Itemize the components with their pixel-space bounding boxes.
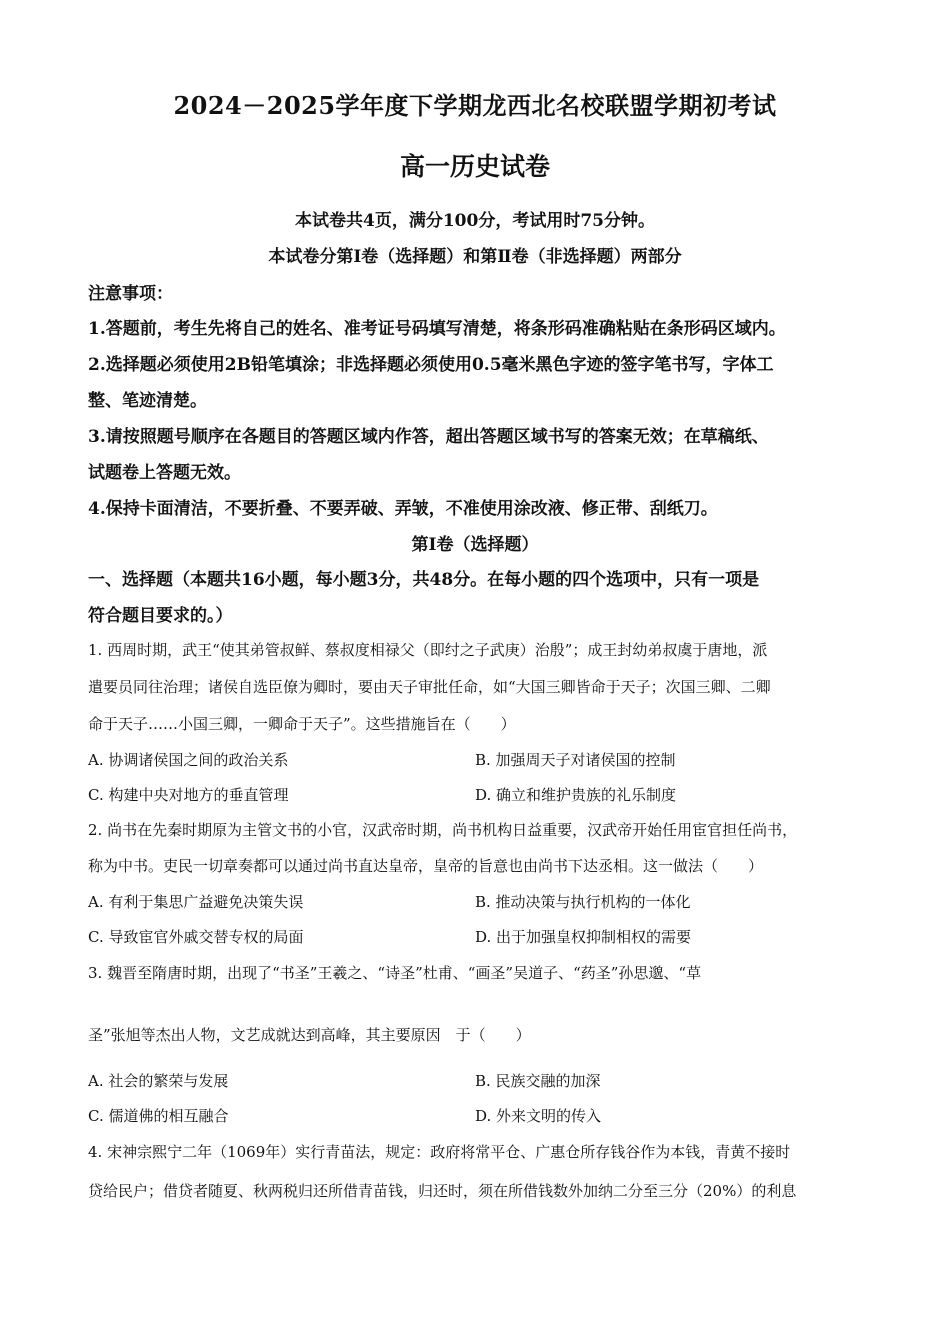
question-4-line: 贷给民户；借贷者随夏、秋两税归还所借青苗钱，归还时，须在所借钱数外加纳二分至三分（20%）的利息 xyxy=(88,1182,797,1200)
exam-info-line-1: 本试卷共4页，满分100分，考试用时75分钟。 xyxy=(295,211,655,231)
question-1-option-b: B. 加强周天子对诸侯国的控制 xyxy=(475,751,676,769)
question-2-line: 2. 尚书在先秦时期原为主管文书的小官，汉武帝时期，尚书机构日益重要，汉武帝开始任用宦官担任尚书， xyxy=(88,821,798,839)
question-1-line: 命于天子……小国三卿，一卿命于天子”。这些措施旨在（ ） xyxy=(88,715,516,733)
exam-title: 2024－2025学年度下学期龙西北名校联盟学期初考试 xyxy=(173,91,777,120)
notice-line: 试题卷上答题无效。 xyxy=(88,463,241,483)
question-1-line: 遣要员同往治理；诸侯自选臣僚为卿时，要由天子审批任命，如“大国三卿皆命于天子；次国三卿、二卿 xyxy=(88,678,771,696)
notice-line: 1.答题前，考生先将自己的姓名、准考证号码填写清楚，将条形码准确粘贴在条形码区域内。 xyxy=(88,319,786,339)
notice-line: 3.请按照题号顺序在各题目的答题区域内作答，超出答题区域书写的答案无效；在草稿纸、 xyxy=(88,427,769,447)
notice-line: 整、笔迹清楚。 xyxy=(88,391,207,411)
question-2-option-c: C. 导致宦官外戚交替专权的局面 xyxy=(88,928,304,946)
question-3-option-a: A. 社会的繁荣与发展 xyxy=(88,1072,229,1090)
question-2-option-d: D. 出于加强皇权抑制相权的需要 xyxy=(475,928,692,946)
question-2-option-b: B. 推动决策与执行机构的一体化 xyxy=(475,893,691,911)
notice-line: 4.保持卡面清洁，不要折叠、不要弄破、弄皱，不准使用涂改液、修正带、刮纸刀。 xyxy=(88,499,718,519)
exam-info-line-2: 本试卷分第Ⅰ卷（选择题）和第Ⅱ卷（非选择题）两部分 xyxy=(268,247,682,267)
question-1-option-c: C. 构建中央对地方的垂直管理 xyxy=(88,786,289,804)
part-1-title: 第Ⅰ卷（选择题） xyxy=(411,535,539,555)
question-3-line: 3. 魏晋至隋唐时期，出现了“书圣”王羲之、“诗圣”杜甫、“画圣”吴道子、“药圣”孙思邈、“草 xyxy=(88,964,702,982)
section-heading-line-2: 符合题目要求的。） xyxy=(88,606,233,626)
question-2-option-a: A. 有利于集思广益避免决策失误 xyxy=(88,893,304,911)
question-3-line: 圣”张旭等杰出人物，文艺成就达到高峰，其主要原因 于（ ） xyxy=(88,1026,531,1044)
question-3-option-d: D. 外来文明的传入 xyxy=(475,1107,602,1125)
question-1-option-a: A. 协调诸侯国之间的政治关系 xyxy=(88,751,289,769)
question-4-line: 4. 宋神宗熙宁二年（1069年）实行青苗法，规定：政府将常平仓、广惠仓所存钱谷作为本钱，青黄不接时 xyxy=(88,1143,791,1161)
section-heading-line-1: 一、选择题（本题共16小题，每小题3分，共48分。在每小题的四个选项中，只有一项是 xyxy=(88,570,760,590)
notice-heading: 注意事项： xyxy=(88,284,173,304)
question-1-line: 1. 西周时期，武王“使其弟管叔鲜、蔡叔度相禄父（即纣之子武庚）治殷”；成王封幼弟叔虞于唐地，派 xyxy=(88,641,768,659)
question-2-line: 称为中书。吏民一切章奏都可以通过尚书直达皇帝，皇帝的旨意也由尚书下达丞相。这一做法（ ） xyxy=(88,857,764,875)
notice-line: 2.选择题必须使用2B铅笔填涂；非选择题必须使用0.5毫米黑色字迹的签字笔书写，字体工 xyxy=(88,355,774,375)
exam-subtitle: 高一历史试卷 xyxy=(399,152,550,181)
question-3-option-c: C. 儒道佛的相互融合 xyxy=(88,1107,229,1125)
question-3-option-b: B. 民族交融的加深 xyxy=(475,1072,601,1090)
question-1-option-d: D. 确立和维护贵族的礼乐制度 xyxy=(475,786,677,804)
